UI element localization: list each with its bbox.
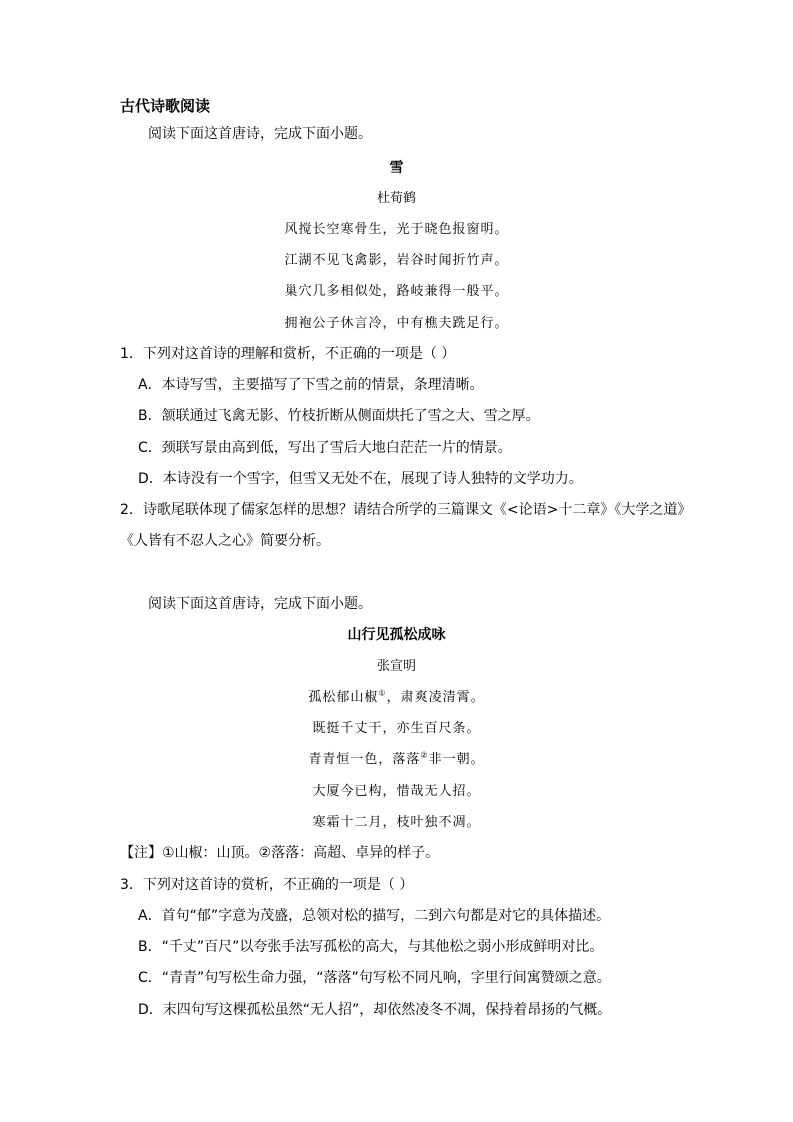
footnote-mark: ② <box>420 750 429 760</box>
question-3-option-b: B．“千丈”百尺”以夸张手法写孤松的高大，与其他松之弱小形成鲜明对比。 <box>138 939 604 955</box>
poem-line: 巢穴几多相似处，路岐兼得一般平。 <box>284 284 509 299</box>
question-3-option-d: D．末四句写这棵孤松虽然“无人招”，却依然凌冬不凋，保持着昂扬的气概。 <box>138 1002 612 1018</box>
poem-line <box>0 686 793 705</box>
question-3-option-c: C．“青青”句写松生命力强，“落落”句写松不同凡响，字里行间寓赞颂之意。 <box>138 970 611 986</box>
question-1-option-d: D．本诗没有一个雪字，但雪又无处不在，展现了诗人独特的文学功力。 <box>138 471 583 487</box>
poem-line <box>0 811 793 830</box>
question-1-stem: 1．下列对这首诗的理解和赏析，不正确的一项是（ ） <box>120 346 456 362</box>
question-1-option-c: C．颈联写景由高到低，写出了雪后大地白茫茫一片的情景。 <box>138 440 512 456</box>
question-3-option-a: A．首句“郁”字意为茂盛，总领对松的描写，二到六句都是对它的具体描述。 <box>138 908 611 924</box>
poem-line-text: 青青恒一色，落落 <box>308 752 421 767</box>
poem-line-text: 既挺千丈干，亦生百尺条。 <box>312 721 481 736</box>
footnote-mark: ① <box>378 688 387 698</box>
poem-title-2: 山行见孤松成咏 <box>347 627 446 643</box>
poem-line-text: 非一朝。 <box>428 752 485 767</box>
footnote: 【注】①山椒：山顶。②落落：高超、卓异的样子。 <box>120 845 440 861</box>
intro-text-1: 阅读下面这首唐诗，完成下面小题。 <box>148 126 372 142</box>
poem-author-1: 杜荀鹤 <box>376 191 416 206</box>
poem-line <box>0 780 793 799</box>
poem-author-2: 张宣明 <box>376 659 416 674</box>
poem-line-text: ，肃爽凌清霄。 <box>386 690 485 705</box>
poem-line-text: 大厦今已构，惜哉无人招。 <box>312 784 481 799</box>
poem-line: 拥袍公子休言冷，中有樵夫跣足行。 <box>284 316 509 331</box>
poem-line: 风搅长空寒骨生，光于晓色报窗明。 <box>284 222 509 237</box>
poem-title-1: 雪 <box>389 160 404 176</box>
intro-text-2: 阅读下面这首唐诗，完成下面小题。 <box>148 596 372 612</box>
question-3-stem: 3．下列对这首诗的赏析，不正确的一项是（ ） <box>120 877 414 893</box>
poem-line: 江湖不见飞禽影，岩谷时闻折竹声。 <box>284 253 509 268</box>
question-1-option-b: B．颔联通过飞禽无影、竹枝折断从侧面烘托了雪之大、雪之厚。 <box>138 408 540 424</box>
question-1-option-a: A．本诗写雪，主要描写了下雪之前的情景，条理清晰。 <box>138 377 484 393</box>
question-2-line-1: 2．诗歌尾联体现了儒家怎样的思想？请结合所学的三篇课文《<论语>十二章》《大学之道》 <box>120 502 692 518</box>
section-title: 古代诗歌阅读 <box>120 97 211 115</box>
poem-line-text: 孤松郁山椒 <box>308 690 379 705</box>
poem-line-text: 寒霜十二月，枝叶独不凋。 <box>312 815 481 830</box>
question-2-line-2: 《人皆有不忍人之心》简要分析。 <box>120 533 330 549</box>
poem-line <box>0 748 793 767</box>
poem-line <box>0 717 793 736</box>
